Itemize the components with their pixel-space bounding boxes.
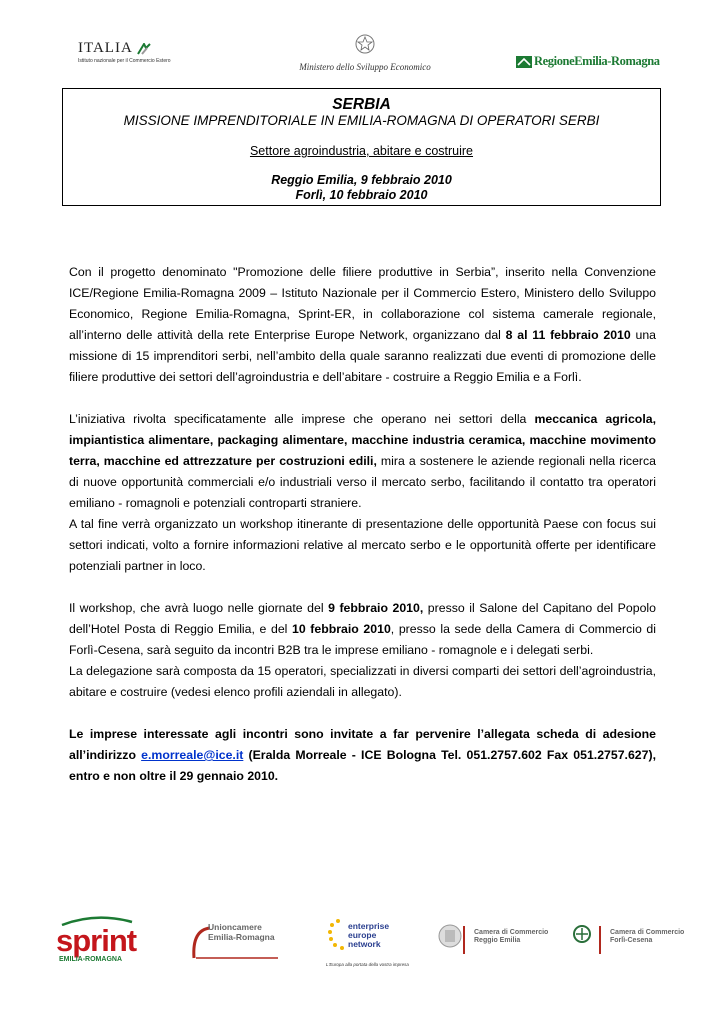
unioncamere-line: Unioncamere (208, 922, 262, 932)
unioncamere-text (208, 922, 275, 942)
een-tagline: L'Europa alla portata della vostra impresa (326, 962, 409, 967)
email-link[interactable]: e.morreale@ice.it (141, 748, 244, 762)
sprint-logo (56, 916, 146, 963)
bold-dates: 8 al 11 febbraio 2010 (505, 328, 631, 342)
bold-date: 9 febbraio 2010, (328, 601, 424, 615)
text-run: presso il Salone del Capitano del Popolo dell’Hotel Posta di Reggio Emilia, e del (69, 601, 656, 636)
sprint-subtitle: EMILIA-ROMAGNA (59, 956, 122, 963)
text-run: , presso la sede della Camera di Commercio di Forlì-Cesena, sarà seguito da incontri B2B tra le imprese emiliano - romagnole e i delegati serbi. (69, 622, 656, 657)
ccre-text (474, 929, 548, 945)
bold-date: 10 febbraio 2010 (292, 622, 391, 636)
italia-logo-subtitle: Istituto nazionale per il Commercio Estero (78, 58, 171, 64)
text-run: Il workshop, che avrà luogo nelle giornate del (69, 601, 329, 615)
italia-logo-text: ITALIA (78, 40, 133, 56)
paragraph-delegation: La delegazione sarà composta da 15 operatori, specializzati in diversi comparti dei settori dell’agroindustria, abitare e costruire (vedesi elenco profili aziendali in allegato). (69, 664, 656, 699)
sprint-word: sprint (56, 923, 137, 958)
reggio-crest-icon (434, 920, 470, 956)
een-line: enterprise (348, 921, 390, 931)
paragraph-intro (69, 262, 656, 388)
footer-logos (0, 916, 724, 976)
text-run: L’iniziativa rivolta specificatamente alle imprese che operano nei settori della (69, 412, 535, 426)
ministero-logo (292, 32, 438, 72)
event-date-forli: Forlì, 10 febbraio 2010 (295, 188, 428, 202)
italia-ice-logo (78, 40, 188, 64)
text-run: Con il progetto denominato "Promozione delle filiere produttive in Serbia”, inserito nella Convenzione ICE/Regione Emilia-Romagna 2009 – Istituto Nazionale per il Commercio Estero, Ministero dello Sviluppo Economico, Regione Emilia-Romagna, Sprint-ER, in collaborazione col sistema camerale regionale, all’interno delle attività della rete Enterprise Europe Network, organizzano dal (69, 265, 656, 342)
paragraph-workshop-details (69, 598, 656, 661)
paragraph-workshop-intro: A tal fine verrà organizzato un workshop itinerante di presentazione delle opportunità Paese con focus sui settori indicati, volto a fornire informazioni relative al mercato serbo e le opportunità offerte per identificare potenziali partner in loco. (69, 517, 656, 573)
regione-flag-icon (516, 56, 532, 68)
ministero-text: Ministero dello Sviluppo Economico (299, 62, 431, 72)
text-run: Le imprese interessate agli incontri sono invitate a far pervenire l’allegata scheda di adesione all’indirizzo (69, 727, 656, 762)
sector-line: Settore agroindustria, abitare e costruire (249, 144, 474, 158)
een-line: europe (348, 930, 377, 940)
ice-emblem-icon (137, 43, 153, 55)
italian-emblem-icon (354, 32, 376, 56)
event-date-reggio: Reggio Emilia, 9 febbraio 2010 (271, 173, 452, 187)
unioncamere-line: Emilia-Romagna (208, 932, 275, 942)
ccfc-line: Forlì-Cesena (610, 937, 653, 944)
regione-logo (516, 54, 660, 69)
text-run: (Eralda Morreale - ICE Bologna Tel. 051.2757.602 Fax 051.2757.627), entro e non oltre il 29 gennaio 2010. (69, 748, 656, 783)
paragraph-contact (69, 724, 656, 787)
ccre-line: Camera di Commercio (474, 929, 549, 936)
een-text (348, 922, 389, 949)
page-title: SERBIA (332, 96, 391, 113)
regione-text: RegioneEmilia-Romagna (534, 54, 660, 68)
bold-sectors: meccanica agricola, impiantistica alimentare, packaging alimentare, macchine industria ceramica, macchine movimento terra, macchine ed attrezzature per costruzioni edili, (69, 412, 656, 468)
een-line: network (348, 939, 381, 949)
ccfc-text (610, 929, 684, 945)
title-box (62, 88, 661, 206)
text-run: mira a sostenere le aziende regionali nella ricerca di nuove opportunità commerciali e/o industriali verso il mercato serbo, facilitando il contatto tra operatori emiliano - romagnoli e potenziali controparti straniere. (69, 454, 656, 510)
ccre-line: Reggio Emilia (474, 937, 521, 944)
document-body (69, 262, 656, 787)
forli-crest-icon (566, 920, 606, 956)
paragraph-sectors (69, 409, 656, 514)
ccfc-line: Camera di Commercio (610, 929, 685, 936)
text-run: una missione di 15 imprenditori serbi, nell’ambito della quale saranno realizzati due eventi di promozione delle filiere produttive dei settori dell’agroindustria e dell’abitare - costruire a Reggio Emilia e a Forlì. (69, 328, 657, 384)
page-subtitle: MISSIONE IMPRENDITORIALE IN EMILIA-ROMAGNA DI OPERATORI SERBI (123, 113, 600, 128)
